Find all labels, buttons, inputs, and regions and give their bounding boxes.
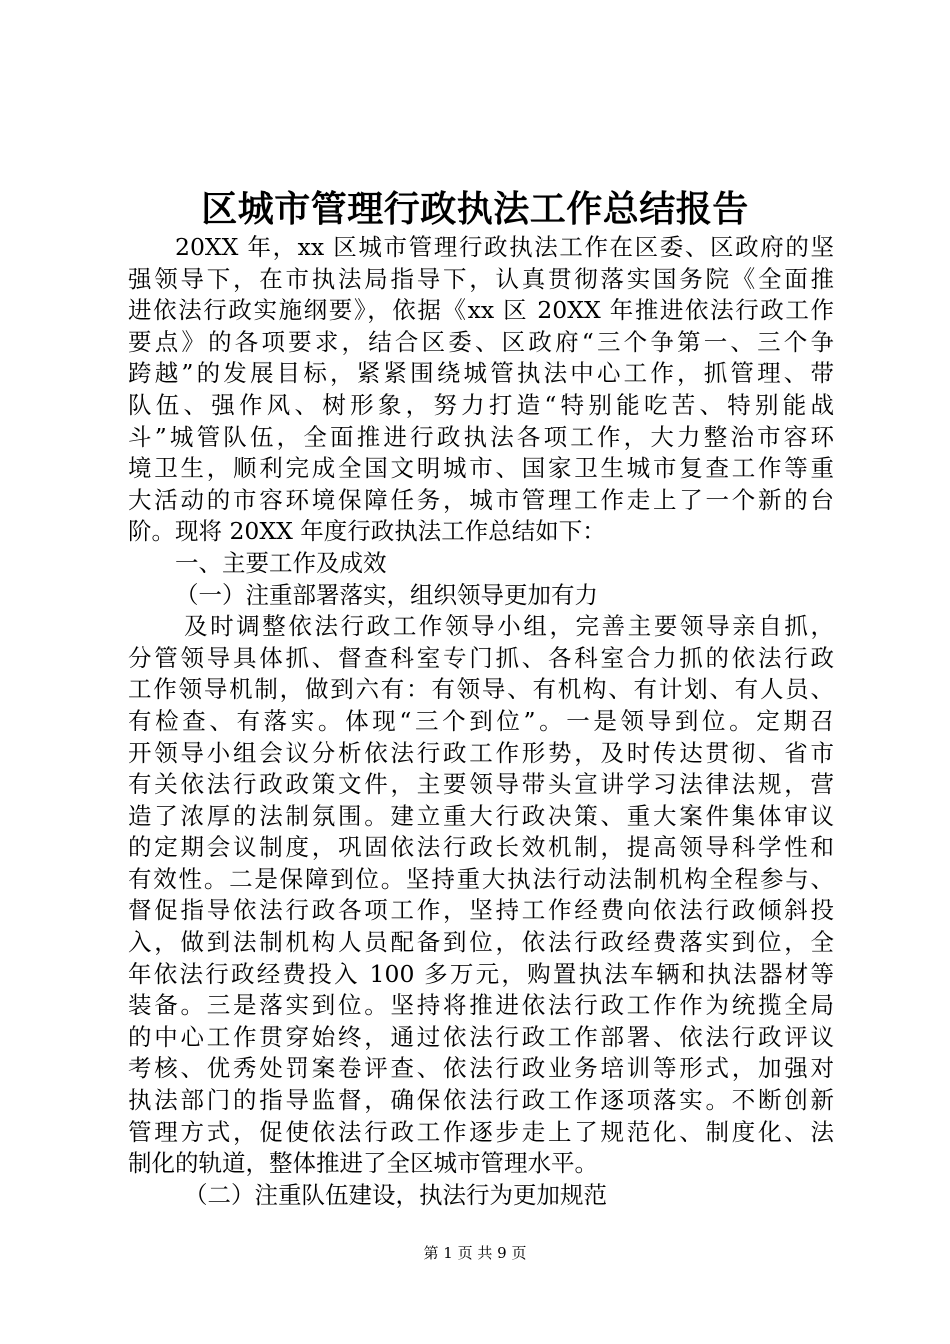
paragraph-line: 年依法行政经费投入 100 多万元，购置执法车辆和执法器材等 [128,959,834,988]
paragraph-line: 的定期会议制度，巩固依法行政长效机制，提高领导科学性和 [128,833,834,862]
intro-line: 境卫生，顺利完成全国文明城市、国家卫生城市复查工作等重 [128,454,834,483]
paragraph-line: 的中心工作贯穿始终，通过依法行政工作部署、依法行政评议 [128,1022,834,1051]
paragraph-line: 有检查、有落实。体现“三个到位”。一是领导到位。定期召 [128,706,834,735]
paragraph-line: 装备。三是落实到位。坚持将推进依法行政工作作为统揽全局 [128,991,834,1020]
document-title: 区城市管理行政执法工作总结报告 [201,188,749,230]
page-number: 第 1 页 共 9 页 [423,1244,527,1262]
intro-line: 强领导下，在市执法局指导下，认真贯彻落实国务院《全面推 [128,264,834,293]
intro-line: 要点》的各项要求，结合区委、区政府“三个争第一、三个争 [128,327,834,356]
document-body [128,232,834,1211]
paragraph-line: 考核、优秀处罚案卷评查、依法行政业务培训等形式，加强对 [128,1054,834,1083]
intro-line: 进依法行政实施纲要》，依据《xx 区 20XX 年推进依法行政工作 [128,296,834,325]
paragraph-line: 分管领导具体抓、督查科室专门抓、各科室合力抓的依法行政 [128,643,834,672]
intro-line: 阶。现将 20XX 年度行政执法工作总结如下： [128,517,606,546]
intro-line: 斗”城管队伍，全面推进行政执法各项工作，大力整治市容环 [128,422,834,451]
intro-line: 大活动的市容环境保障任务，城市管理工作走上了一个新的台 [128,485,834,514]
subsection-heading: （二）注重队伍建设，执法行为更加规范 [184,1180,607,1209]
paragraph-line: 督促指导依法行政各项工作，坚持工作经费向依法行政倾斜投 [128,896,834,925]
paragraph-line: 有关依法行政政策文件，主要领导带头宣讲学习法律法规，营 [128,770,834,799]
section-heading: 一、主要工作及成效 [175,548,387,577]
paragraph-line: 及时调整依法行政工作领导小组，完善主要领导亲自抓， [184,612,834,641]
intro-line: 20XX 年，xx 区城市管理行政执法工作在区委、区政府的坚 [175,233,834,261]
intro-line: 队伍、强作风、树形象，努力打造“特别能吃苦、特别能战 [128,390,834,419]
paragraph-line: 管理方式，促使依法行政工作逐步走上了规范化、制度化、法 [128,1117,834,1146]
subsection-heading: （一）注重部署落实，组织领导更加有力 [175,580,598,609]
intro-line: 跨越”的发展目标，紧紧围绕城管执法中心工作，抓管理、带 [128,359,834,388]
paragraph-line: 有效性。二是保障到位。坚持重大执法行动法制机构全程参与、 [128,864,834,893]
paragraph-line: 制化的轨道，整体推进了全区城市管理水平。 [128,1149,598,1178]
paragraph-line: 执法部门的指导监督，确保依法行政工作逐项落实。不断创新 [128,1086,834,1115]
paragraph-line: 造了浓厚的法制氛围。建立重大行政决策、重大案件集体审议 [128,801,834,830]
paragraph-line: 入，做到法制机构人员配备到位，依法行政经费落实到位，全 [128,928,834,957]
paragraph-line: 开领导小组会议分析依法行政工作形势，及时传达贯彻、省市 [128,738,834,767]
paragraph-line: 工作领导机制，做到六有：有领导、有机构、有计划、有人员、 [128,675,834,704]
